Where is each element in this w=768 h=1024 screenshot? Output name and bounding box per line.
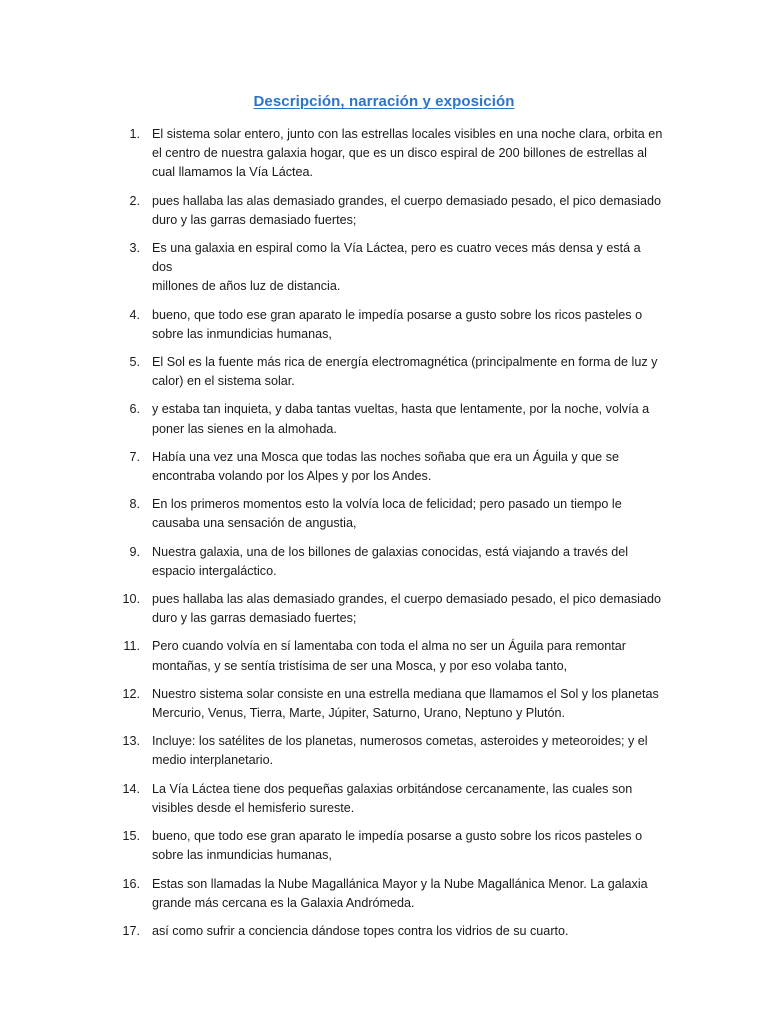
list-item-number: 6. — [129, 402, 140, 417]
list-item-text: Es una galaxia en espiral como la Vía Láctea, pero es cuatro veces más densa y está a dos millones de años luz de distancia. — [152, 241, 641, 294]
list-item-number: 9. — [129, 544, 140, 559]
list-item-text: El Sol es la fuente más rica de energía electromagnética (principalmente en forma de luz y calor) en el sistema solar. — [152, 355, 658, 389]
list-item-text: así como sufrir a conciencia dándose topes contra los vidrios de su cuarto. — [152, 923, 569, 938]
list-item — [118, 922, 663, 941]
list-item-number: 12. — [122, 686, 140, 701]
list-item — [118, 685, 663, 723]
list-item-text: Pero cuando volvía en sí lamentaba con toda el alma no ser un Águila para remontar montañas, y se sentía tristísima de ser una Mosca, y por eso volaba tanto, — [152, 639, 626, 673]
page-title: Descripción, narración y exposición — [253, 93, 515, 110]
list-item — [118, 239, 663, 297]
list-item-number: 5. — [129, 355, 140, 370]
list-item-text: pues hallaba las alas demasiado grandes, el cuerpo demasiado pesado, el pico demasiado duro y las garras demasiado fuertes; — [152, 193, 661, 227]
list-item-number: 8. — [129, 497, 140, 512]
list-item — [118, 875, 663, 913]
list-item-text: Incluye: los satélites de los planetas, numerosos cometas, asteroides y meteoroides; y el medio interplanetario. — [152, 734, 648, 768]
list-item-text: pues hallaba las alas demasiado grandes, el cuerpo demasiado pesado, el pico demasiado duro y las garras demasiado fuertes; — [152, 592, 661, 626]
list-item-number: 16. — [122, 876, 140, 891]
list-item-number: 13. — [122, 734, 140, 749]
list-item-text: Había una vez una Mosca que todas las noches soñaba que era un Águila y que se encontraba volando por los Alpes y por los Andes. — [152, 449, 619, 484]
list-item-number: 10. — [122, 592, 140, 607]
list-item-number: 14. — [122, 781, 140, 796]
list-item — [118, 590, 663, 628]
list-item-number: 7. — [129, 449, 140, 464]
list-item-number: 11. — [123, 639, 140, 654]
list-item-text: En los primeros momentos esto la volvía loca de felicidad; pero pasado un tiempo le causaba una sensación de angustia, — [152, 497, 622, 531]
list-item-text: Estas son llamadas la Nube Magallánica Mayor y la Nube Magallánica Menor. La galaxia grande más cercana es la Galaxia Andrómeda. — [152, 876, 648, 910]
numbered-list — [118, 125, 663, 950]
list-item-text: y estaba tan inquieta, y daba tantas vueltas, hasta que lentamente, por la noche, volvía a poner las sienes en la almohada. — [152, 402, 650, 436]
list-item-text: Nuestra galaxia, una de los billones de galaxias conocidas, está viajando a través del espacio intergaláctico. — [152, 544, 629, 578]
list-item — [118, 780, 663, 818]
list-item-text: La Vía Láctea tiene dos pequeñas galaxias orbitándose cercanamente, las cuales son visibles desde el hemisferio sureste. — [152, 781, 633, 815]
list-item — [118, 192, 663, 230]
list-item — [118, 495, 663, 533]
list-item — [118, 827, 663, 865]
list-item-number: 15. — [122, 829, 140, 844]
list-item — [118, 125, 663, 183]
list-item — [118, 637, 663, 675]
list-item-text: Nuestro sistema solar consiste en una estrella mediana que llamamos el Sol y los planetas Mercurio, Venus, Tierra, Marte, Júpiter, Saturno, Urano, Neptuno y Plutón. — [152, 686, 659, 721]
list-item — [118, 543, 663, 581]
list-item — [118, 353, 663, 391]
list-item-text: bueno, que todo ese gran aparato le impedía posarse a gusto sobre los ricos pasteles o sobre las inmundicias humanas, — [152, 829, 643, 863]
list-item — [118, 448, 663, 486]
list-item-number: 1. — [129, 127, 140, 141]
list-item — [118, 306, 663, 344]
list-item-number: 3. — [129, 241, 140, 256]
list-item-number: 2. — [129, 193, 140, 208]
list-item-number: 17. — [122, 923, 140, 938]
list-item — [118, 400, 663, 438]
list-item-text: El sistema solar entero, junto con las estrellas locales visibles en una noche clara, orbita en el centro de nuestra galaxia hogar, que es un disco espiral de 200 billones de estrellas al cual llamamos la Vía Láctea. — [152, 127, 663, 180]
list-item-text: bueno, que todo ese gran aparato le impedía posarse a gusto sobre los ricos pasteles o sobre las inmundicias humanas, — [152, 307, 643, 341]
list-item-number: 4. — [129, 307, 140, 322]
list-item — [118, 732, 663, 770]
